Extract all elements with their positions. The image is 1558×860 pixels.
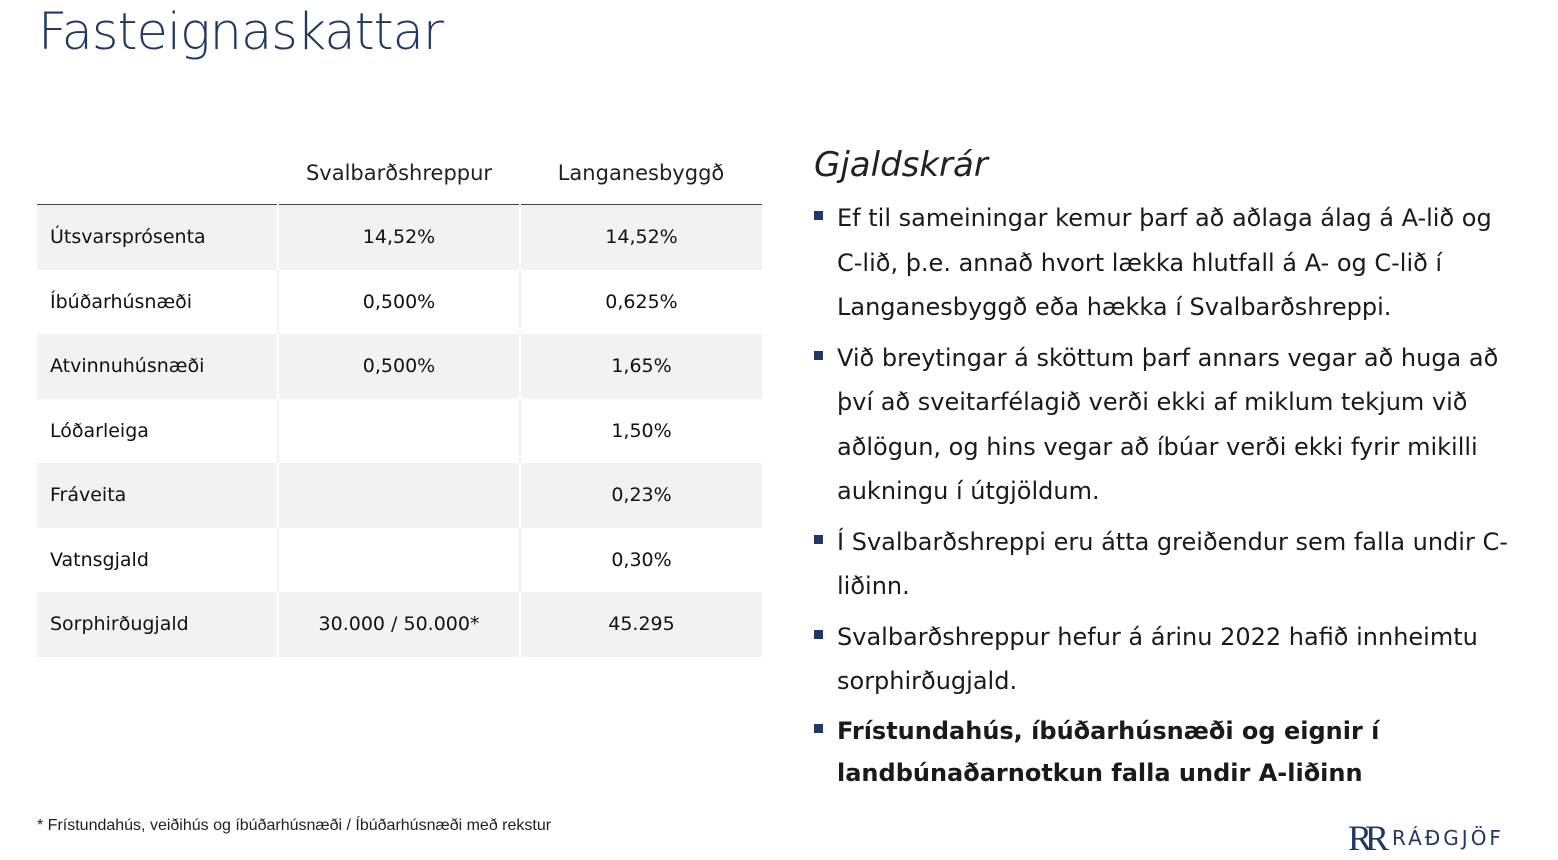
logo-text: RÁÐGJÖF	[1392, 826, 1504, 850]
footnote: * Frístundahús, veiðihús og íbúðarhúsnæði / Íbúðarhúsnæði með rekstur	[37, 817, 552, 834]
square-bullet-icon	[814, 724, 823, 733]
svalbard-value: 0,500%	[278, 270, 520, 335]
bullet-text: Við breytingar á sköttum þarf annars vegar að huga að því að sveitarfélagið verði ekki af miklum tekjum við aðlögun, og hins vegar að íbúar verði ekki fyrir mikilli aukningu í útgjöldum.	[837, 343, 1499, 505]
company-logo	[1348, 818, 1504, 858]
bullet-text: Í Svalbarðshreppi eru átta greiðendur sem falla undir C-liðinn.	[837, 527, 1508, 600]
logo-mark-icon: RR	[1348, 818, 1383, 858]
svalbard-value: 14,52%	[278, 205, 520, 270]
bullet-text: Ef til sameiningar kemur þarf að aðlaga álag á A-lið og C-lið, þ.e. annað hvort lækka hlutfall á A- og C-lið í Langanesbyggð eða hækka í Svalbarðshreppi.	[837, 204, 1492, 321]
svalbard-value: 30.000 / 50.000*	[278, 592, 520, 657]
header-svalbardshreppur: Svalbarðshreppur	[278, 142, 520, 205]
table-row	[37, 399, 762, 464]
bullet-item	[814, 615, 1524, 704]
header-langanesbyggd: Langanesbyggð	[520, 142, 762, 205]
page-title: Fasteignaskattar	[38, 3, 443, 62]
langanes-value: 0,30%	[520, 528, 762, 593]
table-row	[37, 270, 762, 335]
svalbard-value	[278, 399, 520, 464]
langanes-value: 1,65%	[520, 334, 762, 399]
table-row	[37, 205, 762, 270]
header-blank	[37, 142, 278, 205]
table-row	[37, 528, 762, 593]
row-label: Atvinnuhúsnæði	[37, 334, 278, 399]
section-subtitle: Gjaldskrár	[814, 145, 988, 185]
table-header-row	[37, 142, 762, 205]
langanes-value: 0,625%	[520, 270, 762, 335]
table-row	[37, 463, 762, 528]
langanes-value: 1,50%	[520, 399, 762, 464]
square-bullet-icon	[814, 630, 823, 639]
row-label: Lóðarleiga	[50, 419, 149, 442]
bullet-item-bold	[814, 710, 1524, 794]
row-label: Íbúðarhúsnæði	[50, 290, 193, 313]
tax-table	[37, 142, 762, 657]
svalbard-value	[278, 528, 520, 593]
bullet-item	[814, 336, 1524, 514]
bullet-list	[814, 196, 1524, 800]
bullet-text: Svalbarðshreppur hefur á árinu 2022 hafið innheimtu sorphirðugjald.	[837, 622, 1478, 695]
square-bullet-icon	[814, 535, 823, 544]
row-label: Fráveita	[37, 463, 278, 528]
bullet-item	[814, 196, 1524, 330]
row-label: Sorphirðugjald	[37, 592, 278, 657]
table-row	[37, 592, 762, 657]
langanes-value: 14,52%	[520, 205, 762, 270]
row-label: Vatnsgjald	[50, 548, 149, 571]
svalbard-value: 0,500%	[278, 334, 520, 399]
langanes-value: 45.295	[520, 592, 762, 657]
svalbard-value	[278, 463, 520, 528]
table-row	[37, 334, 762, 399]
langanes-value: 0,23%	[520, 463, 762, 528]
row-label: Útsvarsprósenta	[37, 205, 278, 270]
bullet-item	[814, 520, 1524, 609]
square-bullet-icon	[814, 211, 823, 220]
bullet-text: Frístundahús, íbúðarhúsnæði og eignir í landbúnaðarnotkun falla undir A-liðinn	[837, 716, 1380, 787]
square-bullet-icon	[814, 351, 823, 360]
